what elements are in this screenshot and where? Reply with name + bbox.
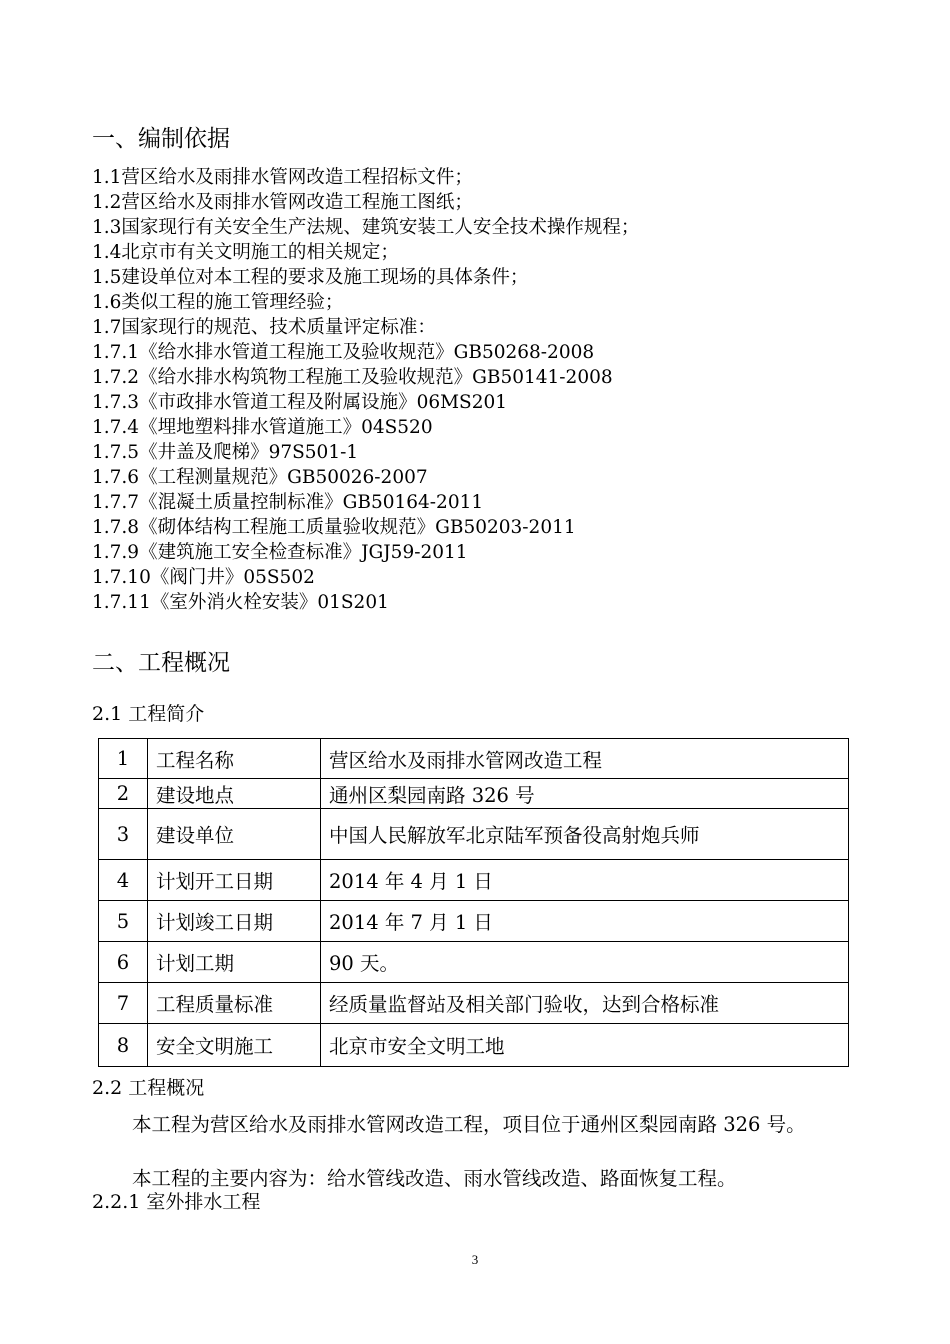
row-value: 北京市安全文明工地 [321,1024,849,1067]
table-row [99,809,849,860]
list-item: 1.2营区给水及雨排水管网改造工程施工图纸； [92,192,473,213]
row-number: 1 [99,739,148,779]
row-value: 2014 年 4 月 1 日 [321,860,849,901]
row-value: 经质量监督站及相关部门验收，达到合格标准 [321,983,849,1024]
table-row [99,779,849,809]
basis-list [92,165,872,615]
table-row [99,942,849,983]
row-value: 90 天。 [321,942,849,983]
row-number: 3 [99,809,148,860]
table-row [99,860,849,901]
list-item: 1.7.1《给水排水管道工程施工及验收规范》GB50268-2008 [92,342,595,363]
list-item: 1.7.7《混凝土质量控制标准》GB50164-2011 [92,492,484,513]
row-label: 建设单位 [148,809,321,860]
table-row [99,983,849,1024]
row-label: 计划工期 [148,942,321,983]
table-row [99,1024,849,1067]
list-item: 1.5建设单位对本工程的要求及施工现场的具体条件； [92,267,529,288]
subsection-2-1-heading: 2.1 工程简介 [92,703,205,725]
row-number: 5 [99,901,148,942]
list-item: 1.7.11《室外消火栓安装》01S201 [92,592,389,613]
row-value: 通州区梨园南路 326 号 [321,779,849,809]
overview-paragraph: 本工程为营区给水及雨排水管网改造工程，项目位于通州区梨园南路 326 号。 [132,1113,806,1136]
section-1-heading: 一、编制依据 [92,126,230,152]
table-row [99,739,849,779]
row-label: 计划竣工日期 [148,901,321,942]
list-item: 1.6类似工程的施工管理经验； [92,292,344,313]
row-label: 工程质量标准 [148,983,321,1024]
list-item: 1.7.9《建筑施工安全检查标准》JGJ59-2011 [92,542,468,563]
list-item: 1.7国家现行的规范、技术质量评定标准： [92,317,436,338]
row-label: 安全文明施工 [148,1024,321,1067]
list-item: 1.7.8《砌体结构工程施工质量验收规范》GB50203-2011 [92,517,576,538]
section-2-heading: 二、工程概况 [92,650,230,676]
list-item: 1.7.3《市政排水管道工程及附属设施》06MS201 [92,392,508,413]
row-value: 中国人民解放军北京陆军预备役高射炮兵师 [321,809,849,860]
list-item: 1.4北京市有关文明施工的相关规定； [92,242,399,263]
list-item: 1.7.2《给水排水构筑物工程施工及验收规范》GB50141-2008 [92,367,613,388]
row-number: 2 [99,779,148,809]
row-number: 7 [99,983,148,1024]
subsection-2-2-heading: 2.2 工程概况 [92,1077,205,1099]
page-number: 3 [471,1252,479,1267]
row-value: 营区给水及雨排水管网改造工程 [321,739,849,779]
table-row [99,901,849,942]
list-item: 1.7.5《井盖及爬梯》97S501-1 [92,442,359,463]
list-item: 1.3国家现行有关安全生产法规、建筑安装工人安全技术操作规程； [92,217,640,238]
row-number: 8 [99,1024,148,1067]
list-item: 1.7.4《埋地塑料排水管道施工》04S520 [92,417,433,438]
list-item: 1.7.10《阀门井》05S502 [92,567,315,588]
list-item: 1.7.6《工程测量规范》GB50026-2007 [92,467,428,488]
row-number: 6 [99,942,148,983]
list-item: 1.1营区给水及雨排水管网改造工程招标文件； [92,167,473,188]
row-label: 建设地点 [148,779,321,809]
row-number: 4 [99,860,148,901]
subsection-2-2-1-heading: 2.2.1 室外排水工程 [92,1191,261,1213]
scope-paragraph: 本工程的主要内容为：给水管线改造、雨水管线改造、路面恢复工程。 [132,1167,737,1190]
row-label: 计划开工日期 [148,860,321,901]
row-value: 2014 年 7 月 1 日 [321,901,849,942]
project-info-table [98,738,849,1067]
row-label: 工程名称 [148,739,321,779]
